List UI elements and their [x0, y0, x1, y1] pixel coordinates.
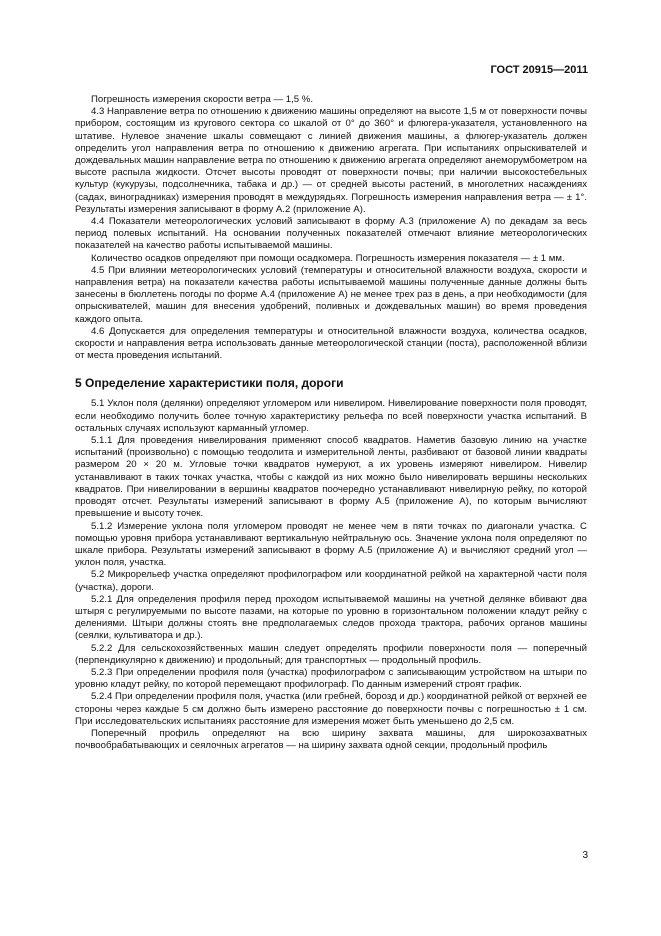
paragraph: 5.2.4 При определении профиля поля, участка (или гребней, борозд и др.) координатной рейкой от верхней ее стороны через каждые 5 см должно быть измерено расстояние до поверхности почвы с погрешностью ± 1 см. При исследовательских испытаниях расстояние для измерения может быть уменьшено до 2,5 см.	[75, 691, 587, 727]
paragraph: 4.5 При влиянии метеорологических условий (температуры и относительной влажности воздуха, скорости и направления ветра) на показатели качества работы испытываемой машины полученные данные должны быть занесены в бюллетень погоды по форме А.4 (приложение А) не менее трех раз в день, а при необходимости (для опрыскивателей, машин для внесения удобрений, поливных и дождевальных машин) во время проведения каждого опыта.	[75, 264, 587, 325]
spacer	[75, 362, 587, 376]
paragraph: Погрешность измерения скорости ветра — 1,5 %.	[91, 94, 313, 105]
standard-header: ГОСТ 20915—2011	[490, 64, 588, 76]
paragraph: 5.1.1 Для проведения нивелирования применяют способ квадратов. Наметив базовую линию на участке испытаний (произвольно) с помощью теодолита и измерительной ленты, разбивают от базовой линии квадраты размером 20 × 20 м. Угловые точки квадратов нумеруют, а их уровень измеряют нивелиром. Нивелир устанавливают в таких точках участка, чтобы с каждой из них можно было нивелировать вершины нескольких квадратов. При нивелировании в вершины квадратов поочередно устанавливают нивелирную рейку, по которой проводят отсчет. Результаты измерений записывают в форму А.5 (приложение А), по которым вычисляют превышение и высоту точек.	[75, 435, 587, 520]
section-title: 5 Определение характеристики поля, дороги	[75, 376, 344, 391]
paragraph: Поперечный профиль определяют на всю ширину захвата машины, для широкозахватных почвообрабатывающих и сеялочных агрегатов — на ширину захвата одной секции, продольный профиль	[75, 727, 587, 752]
paragraph: 5.2.3 При определении профиля поля (участка) профилографом с записывающим устройством на штыри по уровню кладут рейку, по которой перемещают профилограф. По данным измерений строят график.	[75, 666, 587, 691]
paragraph: 4.6 Допускается для определения температуры и относительной влажности воздуха, количества осадков, скорости и направления ветра использовать данные метеорологической станции (поста), расположенной вблизи от места проведения испытаний.	[75, 325, 587, 362]
paragraph: Количество осадков определяют при помощи осадкомера. Погрешность измерения показателя — ± 1 мм.	[91, 252, 565, 264]
page-number: 3	[582, 850, 588, 861]
document-body	[75, 94, 587, 752]
paragraph: 4.3 Направление ветра по отношению к движению машины определяют на высоте 1,5 м от поверхности почвы прибором, состоящим из кругового сектора со шкалой от 0° до 360° и флюгера-указателя, установленного на штативе. Нулевое значение шкалы совмещают с линией движения машины, а флюгер-указатель должен определить угол направления ветра по отношению к движению агрегата. При испытаниях опрыскивателей и дождевальных машин направление ветра по отношению к движению агрегата определяют анеморумбометром на высоте распыла жидкости. Отсчет высоты проводят от поверхности почвы; при наличии высокостебельных культур (кукурузы, подсолнечника, табака и др.) — от средней высоты растений, в многолетних насаждениях (садах, виноградниках) измерения проводят в междурядьях. Погрешность измерения направления ветра — ± 1°. Результаты измерения записывают в форму А.2 (приложение А).	[75, 106, 587, 215]
paragraph: 5.2.2 Для сельскохозяйственных машин следует определять профили поверхности поля — поперечный (перпендикулярно к движению) и продольный; для транспортных — продольный профиль.	[75, 642, 587, 666]
paragraph: 5.2 Микрорельеф участка определяют профилографом или координатной рейкой на характерной части поля (участка), дороги.	[75, 569, 587, 593]
paragraph: 5.2.1 Для определения профиля перед проходом испытываемой машины на учетной делянке вбивают два штыря с регулируемыми по высоте пазами, на которые по уровню в горизонтальном положении кладут рейку с делениями. Штыри должны стоять вне предполагаемых следов прохода трактора, рабочих органов машины (сеялки, культиватора и др.).	[75, 593, 587, 642]
paragraph: 5.1.2 Измерение уклона поля угломером проводят не менее чем в пяти точках по диагонали участка. С помощью уровня прибора устанавливают вертикальную нейтральную ось. Значение уклона поля определяют по шкале прибора. Результаты измерений записывают в форму А.5 (приложение А) и вычисляют средний угол — уклон поля, участка.	[75, 520, 587, 569]
paragraph: 5.1 Уклон поля (делянки) определяют угломером или нивелиром. Нивелирование поверхности поля проводят, если необходимо получить более точную характеристику рельефа по всей поверхности участка испытаний. В остальных случаях используют карманный угломер.	[75, 398, 587, 434]
paragraph: 4.4 Показатели метеорологических условий записывают в форму А.3 (приложение А) по декадам за весь период полевых испытаний. На основании полученных показателей отмечают влияние метеорологических показателей на качество работы испытываемой машины.	[75, 216, 587, 252]
